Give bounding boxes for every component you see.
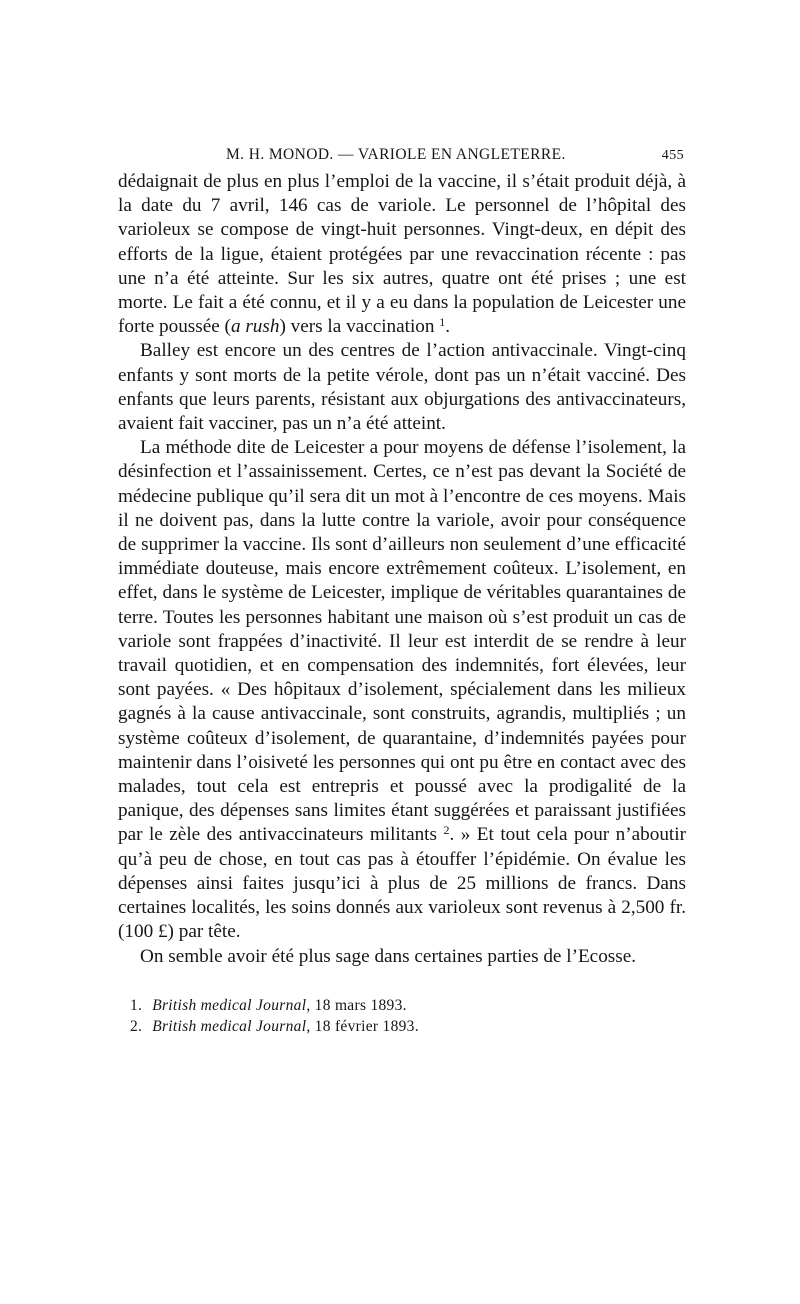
running-title: M. H. MONOD. — VARIOLE EN ANGLETERRE. <box>226 146 566 163</box>
book-page <box>118 142 686 1037</box>
footnote-journal: British medical Journal <box>152 1017 307 1035</box>
paragraph-text: Balley est encore un des centres de l’action antivaccinale. Vingt-cinq enfants y sont morts de la petite vérole, dont pas un n’était vacciné. Des enfants que leurs parents, résistant aux objurgations des antivaccinateurs, avaient fait vacciner, pas un n’a été atteint. <box>118 340 686 435</box>
footnote <box>130 1016 686 1037</box>
running-header <box>118 142 686 170</box>
paragraph-ecosse <box>118 945 686 969</box>
paragraph-text: On semble avoir été plus sage dans certaines parties de l’Ecosse. <box>140 945 637 967</box>
footnote-reference: 1 <box>439 315 446 330</box>
paragraph-balley <box>118 339 686 436</box>
page-number: 455 <box>661 148 684 163</box>
footnote-date: , 18 mars 1893. <box>306 996 407 1014</box>
paragraph-leicester-method <box>118 436 686 944</box>
footnote-journal: British medical Journal <box>152 996 307 1014</box>
footnote-reference: 2 <box>443 823 450 838</box>
footnote-number: 1. <box>130 996 143 1014</box>
paragraph-text: . <box>445 316 451 338</box>
paragraph-text: La méthode dite de Leicester a pour moyens de défense l’isolement, la désinfection et l’assainissement. Certes, ce n’est pas devant la Société de médecine publique qu’il sera dit un mot à l’encontre de ces moyens. Mais il ne doivent pas, dans la lutte contre la variole, avoir pour conséquence de supprimer la vaccine. Ils sont d’ailleurs non seulement d’une efficacité immédiate douteuse, mais encore extrêmement coûteux. L’isolement, en effet, dans le système de Leicester, implique de véritables quarantaines de terre. Toutes les personnes habitant une maison où s’est produit un cas de variole sont frappées d’inactivité. Il leur est interdit de se rendre à leur travail quotidien, et en compensation des indemnités, fort élevées, leur sont payées. « Des hôpitaux d’isolement, spécialement dans les milieux gagnés à la cause antivaccinale, sont construits, agrandis, multipliés ; un système coûteux d’isolement, de quarantaine, d’indemnités payées pour maintenir dans l’oisiveté les personnes qui ont pu être en contact avec des malades, tout cela est entrepris et poussé avec la prodigalité de la panique, des dépenses sans limites étant suggérées et paraissant justifiées par le zèle des antivaccinateurs militants <box>118 437 686 846</box>
paragraph-text: dédaignait de plus en plus l’emploi de la vaccine, il s’était produit déjà, à la date du 7 avril, 146 cas de variole. Le personnel de l’hôpital des varioleux se compose de vingt-huit personnes. Vingt-deux, en dépit des efforts de la ligue, étaient protégées par une revaccination récente : pas une n’a été atteinte. Sur les six autres, quatre ont été prises ; une est morte. Le fait a été connu, et il y a eu dans la population de Leicester une forte poussée ( <box>118 171 686 338</box>
paragraph-text: . » Et tout cela pour n’aboutir qu’à peu de chose, en tout cas pas à étouffer l’épidémie. On évalue les dépenses ainsi faites jusqu’ici à plus de 25 millions de francs. Dans certaines localités, les soins donnés aux varioleux sont revenus à 2,500 fr. (100 £) par tête. <box>118 824 686 943</box>
paragraph-leicester-outbreak <box>118 170 686 339</box>
body-text <box>118 170 686 969</box>
emphasis-text: a rush <box>230 316 280 338</box>
footnotes <box>118 995 686 1037</box>
paragraph-text: ) vers la vaccination <box>279 316 440 338</box>
footnote-number: 2. <box>130 1017 143 1035</box>
footnote <box>130 995 686 1016</box>
footnote-date: , 18 février 1893. <box>306 1017 419 1035</box>
